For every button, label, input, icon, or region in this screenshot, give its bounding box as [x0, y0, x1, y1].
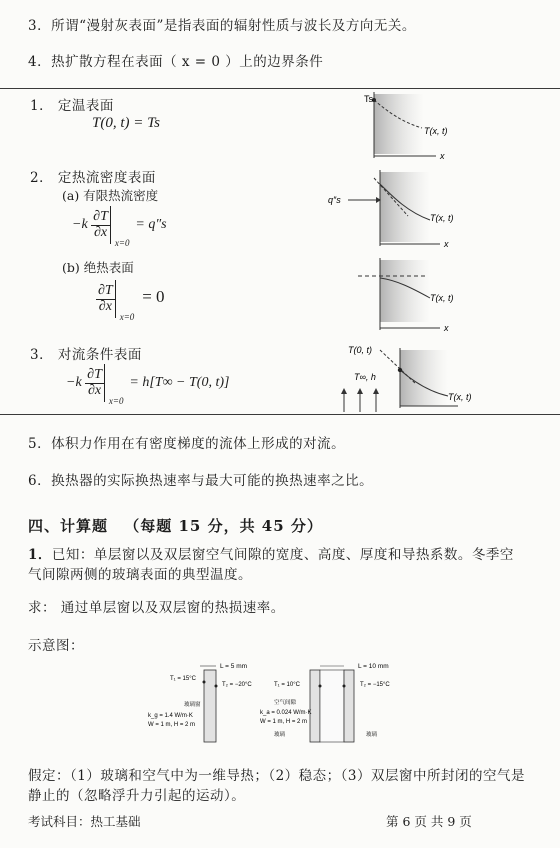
- bc3-sub: x=0: [108, 396, 124, 406]
- window-schematics: [140, 656, 520, 746]
- item-5: 5．体积力作用在有密度梯度的流体上形成的对流。: [28, 436, 346, 452]
- fig3-tinf: T∞, h: [354, 372, 376, 382]
- assumptions-line-2: 静止的（忽略浮升力引起的运动）。: [28, 788, 246, 804]
- schematic-label: 示意图：: [28, 638, 84, 654]
- bc2b-rhs: = 0: [142, 287, 165, 307]
- frac-den: ∂x: [93, 224, 108, 240]
- problem-1-number: 1．: [28, 547, 52, 563]
- single-k: k_g = 1.4 W/m·K: [148, 713, 193, 719]
- footer-subject: 考试科目：热工基础: [28, 814, 141, 829]
- bc2a-rhs: = q″s: [135, 217, 167, 233]
- section-title: 四、计算题: [28, 517, 109, 535]
- double-gap: 空气间隙: [274, 700, 297, 706]
- fig3-t0t: T(0, t): [348, 345, 372, 355]
- bc2a-label: (a) 有限热流密度: [62, 188, 159, 203]
- double-dims: W = 1 m, H = 2 m: [260, 719, 308, 725]
- bc2b-eval-bar: [115, 280, 135, 322]
- problem-1-line-1: [28, 543, 514, 563]
- double-glass-left: 玻璃: [274, 732, 286, 738]
- bc2a-sub: x=0: [114, 238, 130, 248]
- double-k: k_a = 0.024 W/m·K: [260, 710, 312, 716]
- fig3-txt: T(x, t): [448, 392, 472, 402]
- section-score: （每题 15 分，共 45 分）: [124, 517, 323, 535]
- bc2b-label: (b) 绝热表面: [62, 260, 134, 275]
- fig2b-txt: T(x, t): [430, 293, 454, 303]
- frac-num: ∂T: [87, 366, 102, 382]
- item-3: 3．所谓“漫射灰表面”是指表面的辐射性质与波长及方向无关。: [28, 18, 416, 34]
- bc2-label: 2． 定热流密度表面: [30, 170, 156, 186]
- bc2a-eval-bar: [110, 206, 130, 248]
- fig-finite-flux: [328, 170, 454, 249]
- single-pane-window: [148, 663, 252, 742]
- fig2b-x: x: [444, 323, 449, 333]
- double-l: L = 10 mm: [358, 663, 389, 670]
- bc2b-equation: [96, 280, 165, 322]
- frac-den: ∂x: [98, 298, 112, 314]
- bc3-lhs: −k: [66, 375, 82, 391]
- fig1-x: x: [440, 151, 445, 161]
- problem-1-text: 已知：单层窗以及双层窗空气间隙的宽度、高度、厚度和导热系数。冬季空: [51, 547, 514, 563]
- bc3-equation: [66, 364, 230, 406]
- bc3-eval-bar: [104, 364, 124, 406]
- boundary-figures: [318, 88, 560, 418]
- single-l: L = 5 mm: [220, 663, 248, 670]
- section-heading: [28, 515, 323, 536]
- frac-den: ∂x: [87, 382, 102, 398]
- item-4: 4．热扩散方程在表面（ x = 0 ）上的边界条件: [28, 54, 324, 70]
- table-bottom-rule: [0, 414, 560, 415]
- fig1-ts: Ts: [364, 94, 373, 104]
- frac-num: ∂T: [93, 208, 108, 224]
- bc2a-lhs: −k: [72, 217, 88, 233]
- single-t2: T₂ = −20°C: [222, 682, 252, 688]
- bc1-equation: T(0, t) = Ts: [92, 115, 160, 131]
- double-t2: T₂ = −15°C: [360, 682, 390, 688]
- bc3-rhs: = h[T∞ − T(0, t)]: [129, 375, 230, 391]
- bc3-fraction: [85, 368, 104, 398]
- single-t1: T₁ = 15°C: [170, 676, 196, 682]
- footer-page: 第 6 页 共 9 页: [386, 814, 472, 829]
- problem-1-line-2: 气间隙两侧的玻璃表面的典型温度。: [28, 567, 252, 583]
- bc2b-fraction: [96, 284, 115, 314]
- assumptions-line-1: 假定：（1）玻璃和空气中为一维导热；（2）稳态；（3）双层窗中所封闭的空气是: [28, 768, 526, 784]
- frac-num: ∂T: [98, 282, 113, 298]
- double-glass-right: 玻璃: [366, 732, 378, 738]
- single-glass: 玻璃窗: [184, 702, 201, 708]
- single-dims: W = 1 m, H = 2 m: [148, 722, 196, 728]
- bc3-label: 3． 对流条件表面: [30, 347, 142, 363]
- double-t1: T₁ = 10°C: [274, 682, 300, 688]
- bc2b-sub: x=0: [119, 312, 135, 322]
- fig-convection: [341, 345, 472, 412]
- problem-1-find: 求： 通过单层窗以及双层窗的热损速率。: [28, 600, 285, 616]
- bc2a-fraction: [91, 210, 110, 240]
- fig1-txt: T(x, t): [424, 126, 448, 136]
- fig2a-x: x: [444, 239, 449, 249]
- bc2a-equation: [72, 206, 167, 248]
- fig2a-txt: T(x, t): [430, 213, 454, 223]
- fig-adiabatic: [358, 258, 454, 333]
- bc1-label: 1． 定温表面: [30, 98, 114, 114]
- double-pane-window: [260, 663, 390, 742]
- item-6: 6．换热器的实际换热速率与最大可能的换热速率之比。: [28, 473, 374, 489]
- fig-constant-temperature: [364, 92, 448, 161]
- fig2a-qs: q″s: [328, 195, 341, 205]
